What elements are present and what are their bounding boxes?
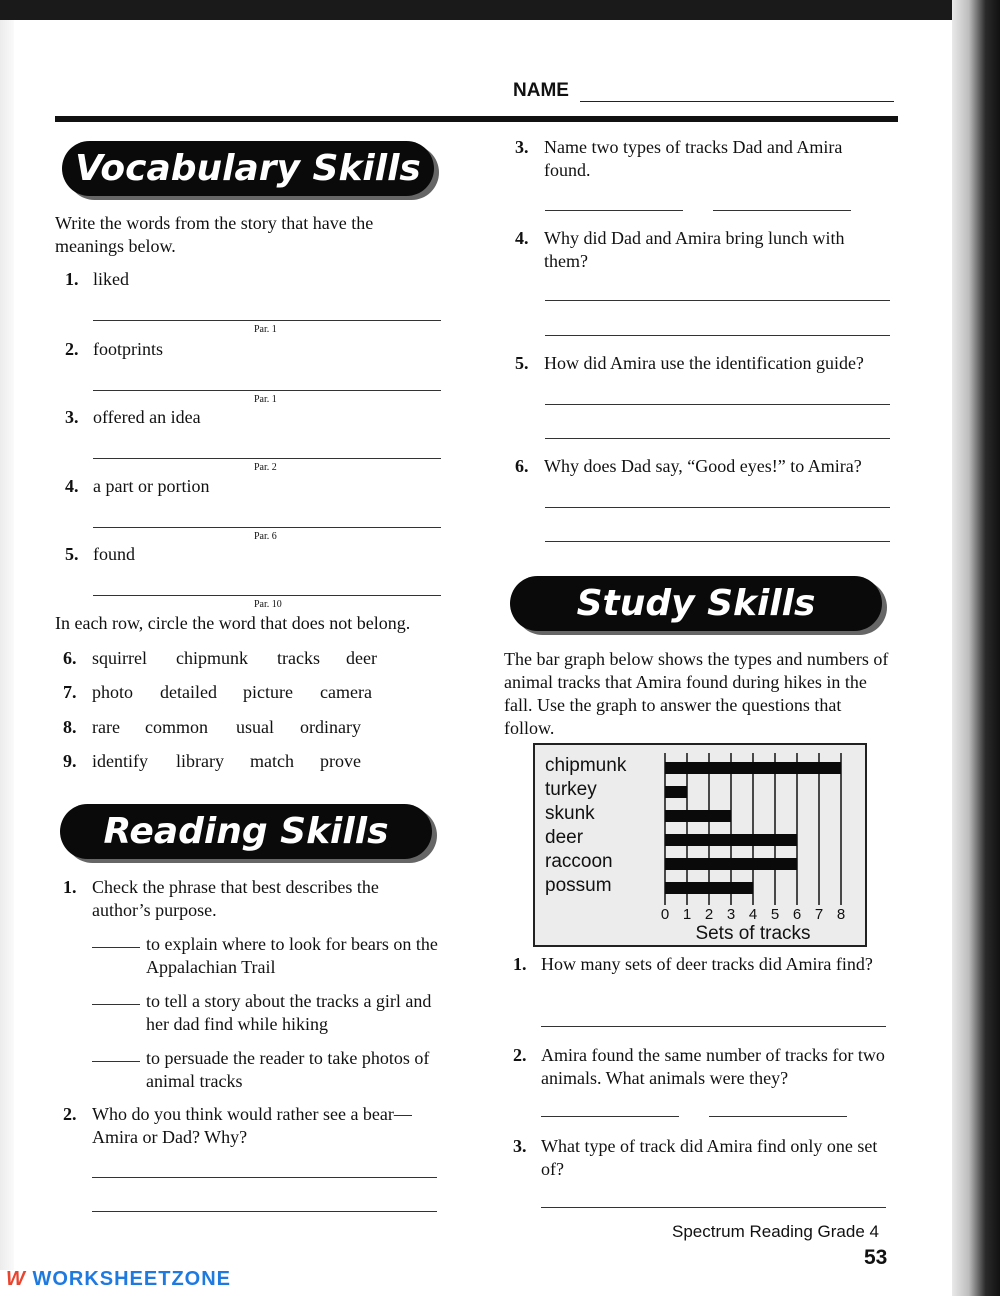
answer-line[interactable] <box>545 300 890 301</box>
checkbox-line[interactable] <box>92 1061 140 1062</box>
study-question-number: 1. <box>513 954 527 974</box>
vocab-item-number: 2. <box>65 339 79 359</box>
question-text: Why did Dad and Amira bring lunch with them? <box>544 228 845 271</box>
x-tick-label: 4 <box>748 906 758 923</box>
paragraph-reference: Par. 6 <box>254 531 277 542</box>
category-label: possum <box>545 875 612 896</box>
bar-chipmunk <box>665 762 841 774</box>
header-rule <box>55 116 898 122</box>
study-question-text: How many sets of deer tracks did Amira find? <box>541 954 873 974</box>
question-text: Name two types of tracks Dad and Amira found. <box>544 137 843 180</box>
question-text: Why does Dad say, “Good eyes!” to Amira? <box>544 456 862 476</box>
watermark-text: WORKSHEETZONE <box>32 1268 232 1290</box>
vocab-item-number: 5. <box>65 544 79 564</box>
answer-line[interactable] <box>541 1026 886 1027</box>
word-row-number: 6. <box>63 648 77 668</box>
answer-line[interactable] <box>545 507 890 508</box>
x-tick-label: 7 <box>814 906 824 923</box>
x-tick-label: 1 <box>682 906 692 923</box>
name-label: NAME <box>513 80 569 101</box>
reading-skills-banner: Reading Skills <box>60 804 432 859</box>
question-number: 6. <box>515 456 529 476</box>
option-text: to persuade the reader to take photos of animal tracks <box>146 1048 430 1091</box>
page-number: 53 <box>864 1246 888 1269</box>
paragraph-reference: Par. 2 <box>254 462 277 473</box>
answer-line[interactable] <box>93 527 441 528</box>
word-row-number: 9. <box>63 751 77 771</box>
answer-line[interactable] <box>541 1207 886 1208</box>
word-choice[interactable]: chipmunk <box>176 648 248 668</box>
answer-line[interactable] <box>545 438 890 439</box>
category-label: skunk <box>545 803 595 824</box>
word-choice[interactable]: prove <box>320 751 361 771</box>
bar-possum <box>665 882 753 894</box>
study-question-text: What type of track did Amira find only one set of? <box>541 1136 878 1179</box>
x-tick-label: 0 <box>660 906 670 923</box>
word-choice[interactable]: identify <box>92 751 148 771</box>
x-tick-label: 6 <box>792 906 802 923</box>
answer-line[interactable] <box>713 210 851 211</box>
vocab-item-text: offered an idea <box>93 407 201 427</box>
x-tick-label: 3 <box>726 906 736 923</box>
question-number: 4. <box>515 228 529 248</box>
question-number: 5. <box>515 353 529 373</box>
study-question-text: Amira found the same number of tracks for two animals. What animals were they? <box>541 1045 885 1088</box>
word-choice[interactable]: ordinary <box>300 717 361 737</box>
option-text: to explain where to look for bears on the Appalachian Trail <box>146 934 438 977</box>
word-choice[interactable]: match <box>250 751 294 771</box>
paragraph-reference: Par. 1 <box>254 324 277 335</box>
vocab-item-text: liked <box>93 269 129 289</box>
study-intro: The bar graph below shows the types and numbers of animal tracks that Amira found during hikes in the fall. Use the graph to answer the questions that follow. <box>504 649 889 738</box>
word-choice[interactable]: tracks <box>277 648 320 668</box>
x-tick-label: 2 <box>704 906 714 923</box>
answer-line[interactable] <box>545 335 890 336</box>
name-input-line[interactable] <box>580 101 894 102</box>
paragraph-reference: Par. 1 <box>254 394 277 405</box>
reading-q2-text: Who do you think would rather see a bear—Amira or Dad? Why? <box>92 1104 412 1147</box>
word-choice[interactable]: usual <box>236 717 274 737</box>
bar-skunk <box>665 810 731 822</box>
word-choice[interactable]: picture <box>243 682 293 702</box>
answer-line[interactable] <box>93 595 441 596</box>
category-label: raccoon <box>545 851 613 872</box>
word-choice[interactable]: rare <box>92 717 120 737</box>
watermark-logo <box>6 1268 231 1291</box>
category-label: chipmunk <box>545 755 627 776</box>
left-page-edge <box>0 20 14 1270</box>
vocab-item-number: 3. <box>65 407 79 427</box>
checkbox-line[interactable] <box>92 947 140 948</box>
answer-line[interactable] <box>92 1177 437 1178</box>
worksheetzone-logo-icon: W <box>6 1268 26 1290</box>
word-choice[interactable]: photo <box>92 682 134 702</box>
book-binding-edge <box>952 0 1000 1296</box>
question-text: How did Amira use the identification guide? <box>544 353 864 373</box>
book-title: Spectrum Reading Grade 4 <box>672 1222 879 1241</box>
answer-line[interactable] <box>93 390 441 391</box>
category-label: turkey <box>545 779 597 800</box>
reading-q1-number: 1. <box>63 877 77 897</box>
paragraph-reference: Par. 10 <box>254 599 282 610</box>
checkbox-line[interactable] <box>92 1004 140 1005</box>
reading-q2-number: 2. <box>63 1104 77 1124</box>
word-choice[interactable]: squirrel <box>92 648 147 668</box>
word-choice[interactable]: library <box>176 751 224 771</box>
vocab-item-text: found <box>93 544 135 564</box>
category-label: deer <box>545 827 584 848</box>
bar-turkey <box>665 786 687 798</box>
bar-deer <box>665 834 797 846</box>
study-question-number: 2. <box>513 1045 527 1065</box>
vocab-item-text: a part or portion <box>93 476 210 496</box>
bar-graph <box>533 743 867 947</box>
bar-chart-svg <box>535 745 865 945</box>
word-row-number: 7. <box>63 682 77 702</box>
word-choice[interactable]: detailed <box>160 682 217 702</box>
answer-line[interactable] <box>93 458 441 459</box>
vocab-intro: Write the words from the story that have the meanings below. <box>55 213 374 256</box>
x-tick-label: 8 <box>836 906 846 923</box>
word-choice[interactable]: camera <box>320 682 372 702</box>
study-skills-banner: Study Skills <box>510 576 882 631</box>
word-row-number: 8. <box>63 717 77 737</box>
answer-line[interactable] <box>545 210 683 211</box>
word-choice[interactable]: common <box>145 717 208 737</box>
x-tick-label: 5 <box>770 906 780 923</box>
bar-raccoon <box>665 858 797 870</box>
answer-line[interactable] <box>93 320 441 321</box>
circle-intro: In each row, circle the word that does not belong. <box>55 613 411 633</box>
answer-line[interactable] <box>541 1116 679 1117</box>
answer-line[interactable] <box>709 1116 847 1117</box>
answer-line[interactable] <box>545 404 890 405</box>
top-border <box>0 0 1000 20</box>
answer-line[interactable] <box>92 1211 437 1212</box>
question-number: 3. <box>515 137 529 157</box>
vocab-item-number: 4. <box>65 476 79 496</box>
answer-line[interactable] <box>545 541 890 542</box>
vocabulary-skills-banner: Vocabulary Skills <box>62 141 434 196</box>
study-question-number: 3. <box>513 1136 527 1156</box>
word-choice[interactable]: deer <box>346 648 377 668</box>
option-text: to tell a story about the tracks a girl and her dad find while hiking <box>146 991 432 1034</box>
vocab-item-number: 1. <box>65 269 79 289</box>
reading-q1-text: Check the phrase that best describes the author’s purpose. <box>92 877 379 920</box>
vocab-item-text: footprints <box>93 339 163 359</box>
x-axis-label: Sets of tracks <box>695 923 811 944</box>
